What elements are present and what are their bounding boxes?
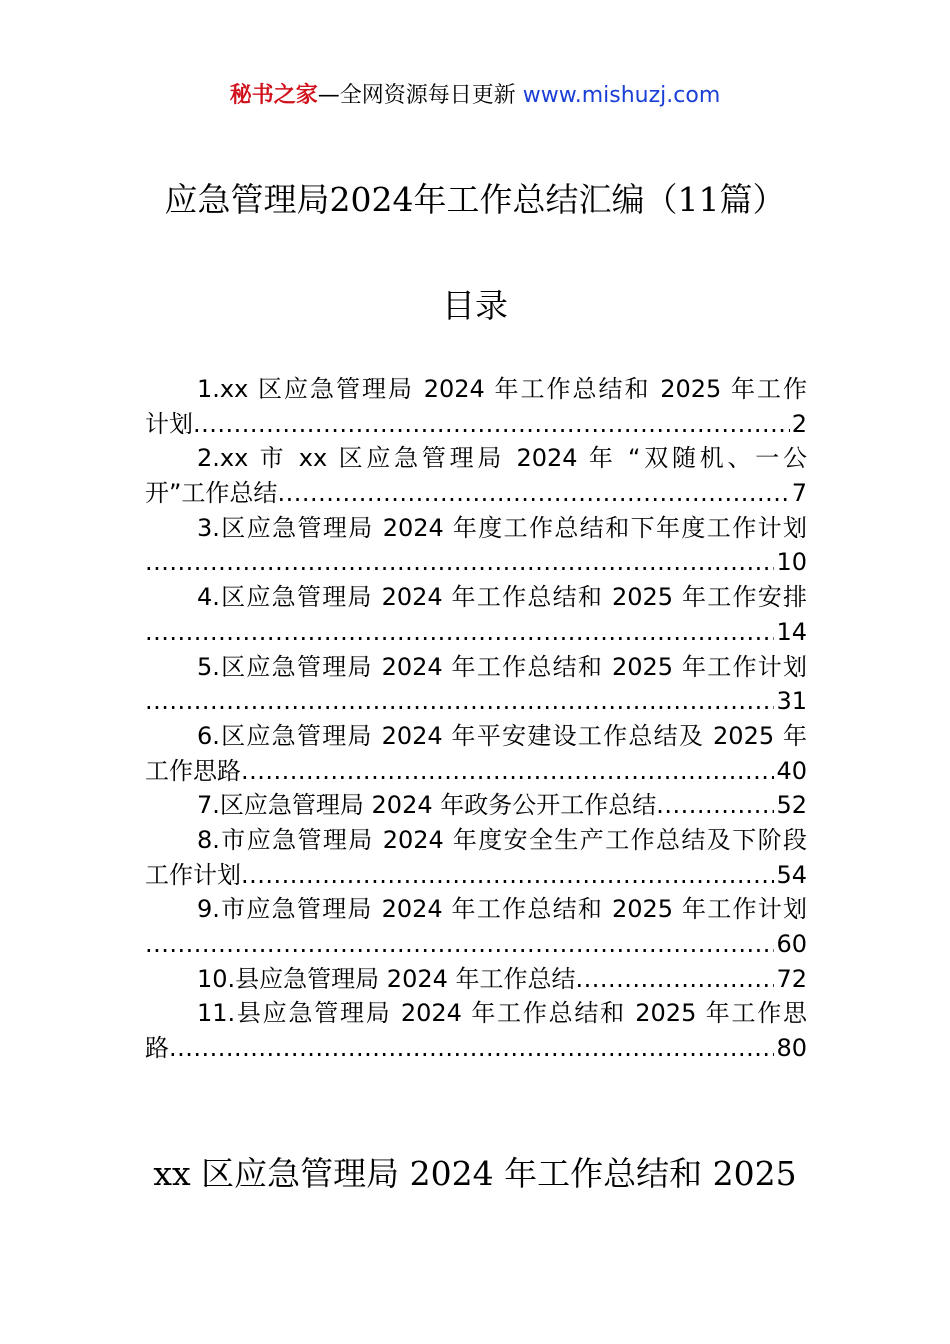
toc-entry[interactable]	[145, 996, 807, 1065]
toc-page-number: 40	[776, 756, 807, 785]
toc-entry-line1: 3.区应急管理局 2024 年度工作总结和下年度工作计划	[197, 513, 807, 542]
toc-leader-dots	[656, 788, 774, 823]
toc-leader-dots	[145, 684, 774, 719]
table-of-contents	[145, 372, 807, 1066]
toc-entry[interactable]	[145, 511, 807, 580]
section-title-year2: 2025	[712, 1154, 797, 1193]
toc-entry-line1: 9.市应急管理局 2024 年工作总结和 2025 年工作计划	[197, 895, 807, 924]
toc-entry[interactable]	[145, 372, 807, 441]
toc-entry[interactable]	[145, 719, 807, 788]
toc-entry-line2	[145, 615, 807, 650]
toc-page-number: 60	[776, 930, 807, 958]
toc-page-number: 7	[791, 479, 807, 508]
section-title	[0, 1150, 950, 1198]
site-brand: 秘书之家	[229, 83, 318, 108]
toc-page-number: 80	[776, 1034, 807, 1063]
toc-entry-line1: 11.县应急管理局 2024 年工作总结和 2025 年工作思	[197, 999, 807, 1028]
toc-leader-dots	[277, 476, 789, 511]
toc-entry-line1: 4.区应急管理局 2024 年工作总结和 2025 年工作安排	[197, 583, 807, 612]
site-tagline: —全网资源每日更新	[317, 83, 523, 108]
toc-entry-line2	[145, 858, 807, 893]
title-year: 2024	[329, 180, 414, 219]
toc-entry-text: 开”工作总结	[145, 479, 278, 508]
toc-page-number: 10	[776, 548, 807, 577]
toc-entry-text: 10.县应急管理局 2024 年工作总结	[197, 964, 576, 993]
toc-entry-text: 工作计划	[145, 860, 241, 889]
toc-page-number: 2	[791, 409, 807, 438]
toc-entry-line1: 2.xx 市 xx 区应急管理局 2024 年 “双随机、一公	[197, 444, 807, 473]
toc-entry[interactable]	[145, 962, 807, 997]
toc-leader-dots	[241, 754, 774, 789]
toc-entry-line1: 8.市应急管理局 2024 年度安全生产工作总结及下阶段	[197, 825, 807, 854]
toc-leader-dots	[145, 545, 774, 580]
title-text-3: 篇）	[719, 180, 786, 219]
site-url[interactable]: www.mishuzj.com	[522, 83, 721, 108]
toc-entry-line2	[145, 545, 807, 580]
toc-entry-line1	[145, 788, 807, 823]
toc-entry-line2	[145, 754, 807, 789]
toc-entry-line2	[145, 684, 807, 719]
toc-entry-line2	[145, 927, 807, 962]
toc-entry[interactable]	[145, 580, 807, 649]
toc-entry-line2	[145, 476, 807, 511]
toc-page-number: 14	[776, 617, 807, 646]
site-header	[0, 80, 950, 112]
toc-entry-text: 计划	[145, 409, 193, 438]
toc-entry-line2	[145, 407, 807, 442]
title-count: 11	[677, 180, 720, 219]
toc-entry[interactable]	[145, 892, 807, 961]
section-title-text-2: 区应急管理局	[190, 1154, 410, 1193]
toc-page-number: 72	[776, 964, 807, 993]
section-title-text-3: 年工作总结和	[493, 1154, 713, 1193]
document-title	[0, 176, 950, 224]
title-text-1: 应急管理局	[164, 180, 330, 219]
toc-entry[interactable]	[145, 441, 807, 510]
toc-leader-dots	[241, 858, 774, 893]
toc-entry-line1	[145, 962, 807, 997]
section-title-text-1: xx	[153, 1154, 191, 1193]
toc-leader-dots	[169, 1031, 774, 1066]
toc-leader-dots	[576, 962, 775, 997]
toc-leader-dots	[145, 927, 774, 962]
toc-page-number: 54	[776, 860, 807, 889]
toc-entry-line1: 5.区应急管理局 2024 年工作总结和 2025 年工作计划	[197, 652, 807, 681]
toc-leader-dots	[145, 615, 774, 650]
toc-page-number: 31	[776, 687, 807, 716]
title-text-2: 年工作总结汇编（	[413, 180, 678, 219]
toc-entry[interactable]	[145, 650, 807, 719]
toc-page-number: 52	[776, 791, 807, 820]
toc-entry-line1: 1.xx 区应急管理局 2024 年工作总结和 2025 年工作	[197, 375, 807, 403]
toc-entry-text: 工作思路	[145, 756, 241, 785]
toc-entry[interactable]	[145, 823, 807, 892]
toc-entry-line1: 6.区应急管理局 2024 年平安建设工作总结及 2025 年	[197, 721, 807, 750]
section-title-year: 2024	[409, 1154, 494, 1193]
toc-entry-text: 路	[145, 1034, 169, 1063]
toc-leader-dots	[193, 407, 790, 442]
toc-heading: 目录	[442, 286, 508, 325]
toc-entry-line2	[145, 1031, 807, 1066]
toc-entry[interactable]	[145, 788, 807, 823]
toc-entry-text: 7.区应急管理局 2024 年政务公开工作总结	[197, 791, 657, 820]
